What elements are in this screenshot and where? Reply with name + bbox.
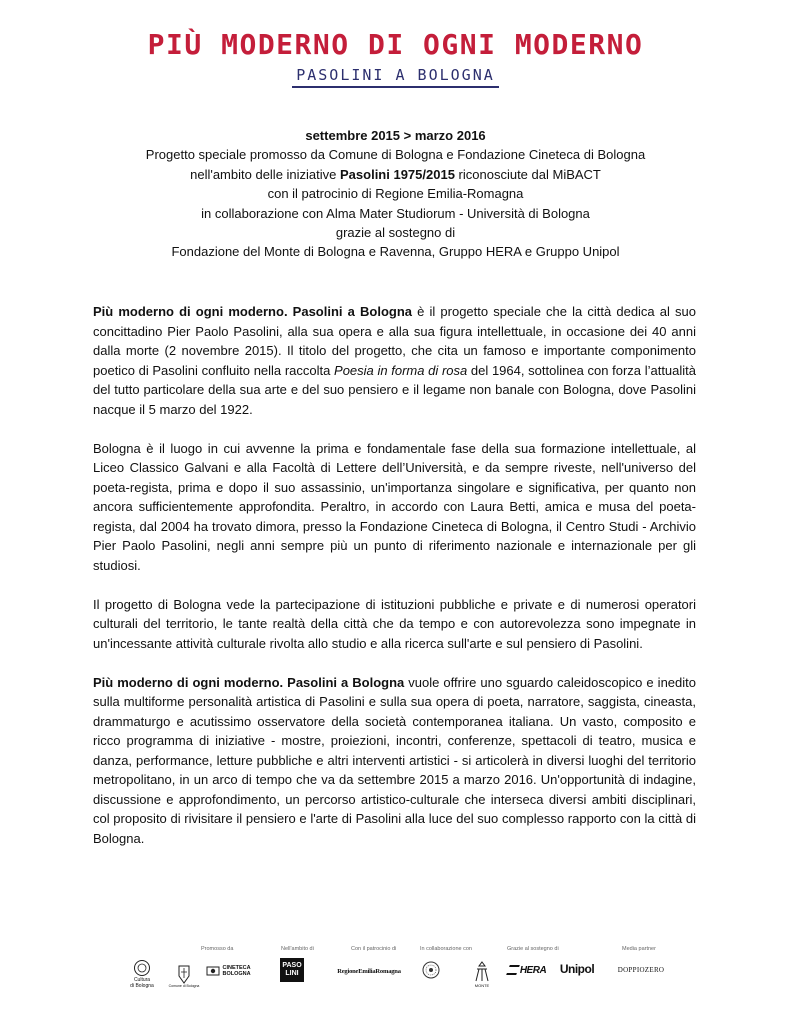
intro-line: grazie al sostegno di: [335, 225, 456, 241]
crest-icon: [177, 964, 191, 984]
comune-bologna-logo: [168, 958, 200, 994]
intro-block: [60, 126, 731, 262]
logo-text: DOPPIOZERO: [617, 966, 665, 974]
footer-label: Grazie al sostegno di: [507, 946, 559, 952]
logo-text: RegioneEmiliaRomagna: [337, 967, 401, 975]
paragraph: Il progetto di Bologna vede la partecipazione di istituzioni pubbliche e private e di numerosi operatori culturali del territorio, le tante realtà della città che da tempo e con autorevolezza sono impegnate in un'incessante attività culturale rivolta allo studio e alla ricerca sull'arte e sul pensiero di Pasolini.: [93, 596, 696, 651]
intro-line: con il patrocinio di Regione Emilia-Romagna: [267, 186, 524, 202]
dates-line: settembre 2015 > marzo 2016: [305, 128, 486, 143]
logo-text: PASO LINI: [282, 962, 302, 977]
unipol-logo: [557, 960, 597, 978]
paragraph-text: è il progetto speciale che la città dedica al suo concittadino Pier Paolo Pasolini, alla sua opera e alla sua figura intellettuale, in occasione dei 40 anni dalla morte (2 novembre 2015). Il titolo del progetto, che cita un famoso e importante componimento poetico di Pasolini confluito nella raccolta: [93, 304, 696, 378]
subtitle: PASOLINI A BOLOGNA: [292, 66, 499, 88]
paragraph: [93, 673, 696, 849]
intro-text: riconosciute dal MiBACT: [454, 166, 601, 182]
intro-line: Progetto speciale promosso da Comune di Bologna e Fondazione Cineteca di Bologna: [145, 147, 646, 163]
logo-text: Unipol: [559, 962, 595, 976]
intro-line: in collaborazione con Alma Mater Studiorum - Università di Bologna: [201, 205, 590, 221]
footer-label: Media partner: [622, 946, 656, 952]
regione-logo: [337, 964, 401, 978]
doppiozero-logo: [613, 964, 669, 976]
main-title: PIÙ MODERNO DI OGNI MODERNO: [147, 28, 644, 61]
intro-bold: Pasolini 1975/2015: [340, 166, 455, 182]
footer-label: Nell'ambito di: [281, 946, 314, 952]
hera-logo: [505, 962, 549, 978]
document-header: [0, 28, 791, 88]
intro-line: [60, 165, 731, 184]
fondazione-monte-logo: [471, 954, 493, 994]
project-name: Più moderno di ogni moderno. Pasolini a Bologna: [93, 304, 413, 319]
intro-line: Fondazione del Monte di Bologna e Ravenna, Gruppo HERA e Gruppo Unipol: [171, 244, 620, 260]
logo-text: di Bologna: [130, 983, 154, 989]
paragraph-text: vuole offrire uno sguardo caleidoscopico e inedito sulla multiforme personalità artistica di Pasolini e sulla sua opera di poeta, narratore, saggista, cineasta, drammaturgo e acutissimo osservatore della società contemporanea italiana. Un vasto, composito e ricco programma di iniziative - mostre, proiezioni, incontri, conferenze, spettacoli di teatro, musica e danza, performance, letture pubbliche e altri interventi artistici - si articolerà in diversi luoghi del territorio metropolitano, in un arco di tempo che va da settembre 2015 a marzo 2016. Un'opportunità di indagine, discussione e approfondimento, un percorso artistico-culturale che interseca diversi ambiti disciplinari, col proposito di rivisitare il pensiero e l'arte di Pasolini alla luce del suo complesso rapporto con la città di Bologna.: [93, 674, 696, 846]
project-name: Più moderno di ogni moderno. Pasolini a Bologna: [93, 674, 405, 690]
hera-stripes-icon: [506, 965, 520, 975]
university-seal-icon: [422, 961, 440, 979]
cineteca-logo: [201, 964, 257, 978]
logo-text: HERA: [519, 964, 547, 976]
sponsor-footer: [125, 946, 675, 996]
footer-label: Con il patrocinio di: [351, 946, 397, 952]
footer-label: Promosso da: [201, 946, 234, 952]
book-title: Poesia in forma di rosa: [334, 362, 468, 378]
pasolini-logo: [280, 958, 304, 982]
intro-text: nell'ambito delle iniziative: [190, 166, 341, 182]
monte-emblem-icon: [474, 961, 490, 983]
footer-label: In collaborazione con: [420, 946, 472, 952]
logo-text: Cultura: [133, 977, 151, 983]
unibo-logo: [421, 960, 441, 980]
seal-icon: [133, 959, 151, 977]
logo-text: CINETECA BOLOGNA: [222, 965, 251, 977]
logo-text: Comune di Bologna: [168, 983, 200, 988]
body-text: [93, 302, 696, 868]
paragraph: Bologna è il luogo in cui avvenne la prima e fondamentale fase della sua formazione intellettuale, al Liceo Classico Galvani e alla Facoltà di Lettere dell’Università, e da sempre riveste, nell'universo del poeta-regista, prima e dopo il suo assassinio, un'importanza singolare e significativa, per quanto non ancora sufficientemente approfondita. Peraltro, in accordo con Laura Betti, amica e musa del poeta-regista, dal 2004 ha trovato dimora, presso la Fondazione Cineteca di Bologna, il Centro Studi - Archivio Pier Paolo Pasolini, negli anni sempre più un punto di riferimento nazionale e internazionale per gli studiosi.: [93, 440, 696, 573]
cultura-bologna-logo: [125, 954, 159, 994]
paragraph: [93, 302, 696, 419]
film-icon: [206, 966, 220, 976]
logo-text: MONTE: [474, 982, 490, 988]
paragraph-text: del 1964, sottolinea con forza l’attualità del tutto particolare della sua arte e del suo pensiero e il legame non banale con Bologna, dove Pasolini nacque il 5 marzo del 1922.: [93, 362, 697, 417]
